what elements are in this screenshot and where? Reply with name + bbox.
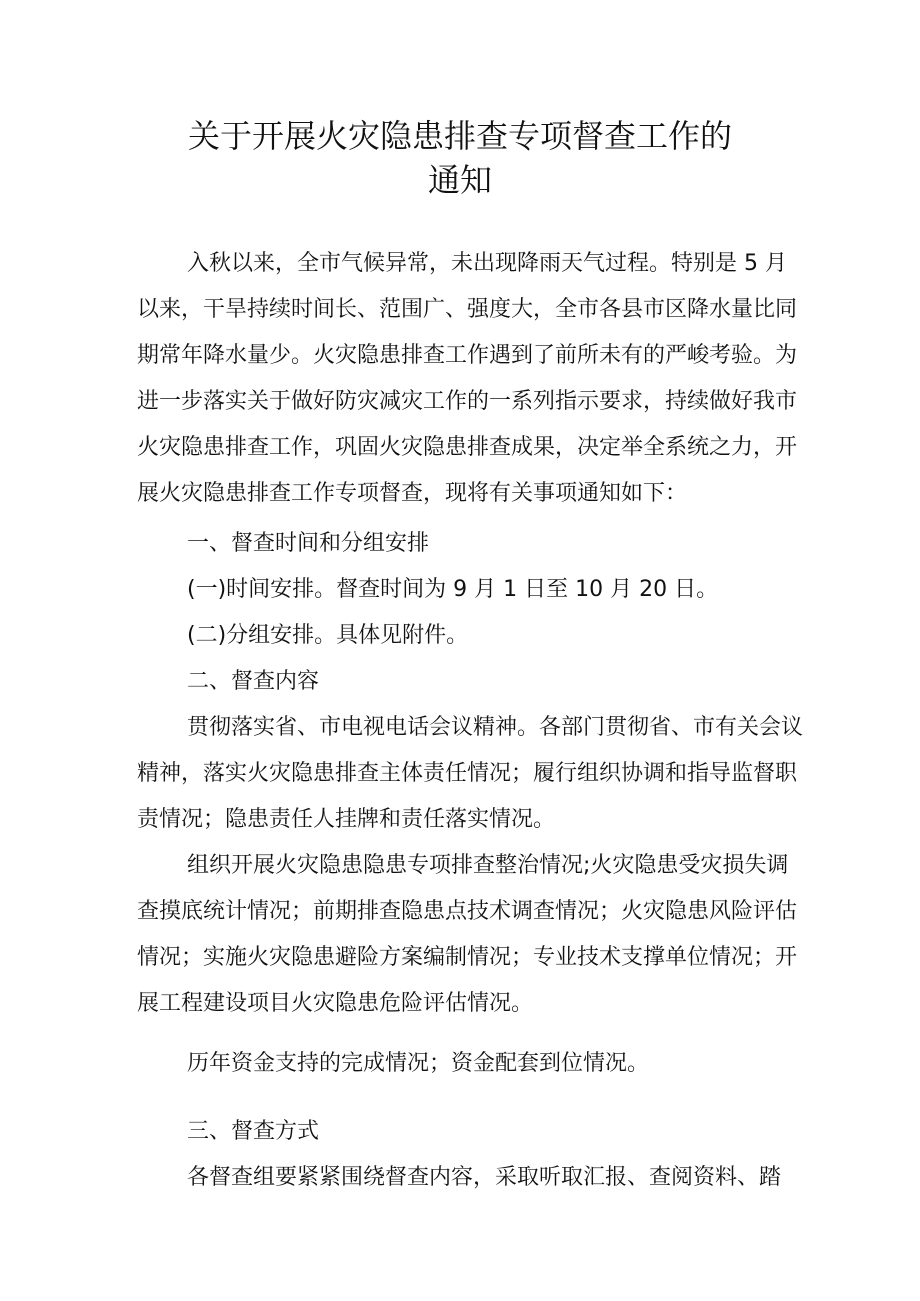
section-2-paragraph-2-line: 情况；实施火灾隐患避险方案编制情况；专业技术支撑单位情况；开 xyxy=(137,945,798,970)
document-title-line-1: 关于开展火灾隐患排查专项督查工作的 xyxy=(187,117,732,155)
document-body xyxy=(137,241,804,1201)
section-3-heading: 三、督查方式 xyxy=(187,1119,320,1144)
section-2-paragraph-2-line: 组织开展火灾隐患隐患专项排查整治情况;火灾隐患受灾损失调 xyxy=(187,853,789,878)
section-2-paragraph-1-line: 贯彻落实省、市电视电话会议精神。各部门贯彻省、市有关会议 xyxy=(187,715,804,740)
section-2-heading: 二、督查内容 xyxy=(187,669,320,694)
intro-line: 以来，干旱持续时间长、范围广、强度大，全市各县市区降水量比同 xyxy=(137,297,798,322)
section-2-paragraph-1-line: 责情况；隐患责任人挂牌和责任落实情况。 xyxy=(137,807,556,832)
section-2-paragraph-1-line: 精神，落实火灾隐患排查主体责任情况；履行组织协调和指导监督职 xyxy=(137,761,798,786)
intro-line: 期常年降水量少。火灾隐患排查工作遇到了前所未有的严峻考验。为 xyxy=(137,343,798,368)
document-title-line-2: 通知 xyxy=(427,161,492,199)
intro-line: 火灾隐患排查工作，巩固火灾隐患排查成果，决定举全系统之力，开 xyxy=(137,435,798,460)
section-1-item-1: (一)时间安排。督查时间为 9 月 1 日至 10 月 20 日。 xyxy=(187,577,719,602)
section-2-paragraph-3: 历年资金支持的完成情况；资金配套到位情况。 xyxy=(187,1051,650,1076)
intro-line: 展火灾隐患排查工作专项督查，现将有关事项通知如下： xyxy=(137,481,688,506)
section-3-paragraph-1-line: 各督查组要紧紧围绕督查内容，采取听取汇报、查阅资料、踏 xyxy=(187,1165,782,1190)
intro-line: 入秋以来，全市气候异常，未出现降雨天气过程。特别是 5 月 xyxy=(187,251,787,276)
section-3-paragraph-1 xyxy=(137,1155,787,1201)
section-1-heading: 一、督查时间和分组安排 xyxy=(187,531,430,556)
intro-line: 进一步落实关于做好防灾减灾工作的一系列指示要求，持续做好我市 xyxy=(137,389,798,414)
section-2-paragraph-1 xyxy=(137,705,804,843)
section-2-paragraph-2-line: 查摸底统计情况；前期排查隐患点技术调查情况；火灾隐患风险评估 xyxy=(137,899,798,924)
section-2-paragraph-2 xyxy=(137,843,798,1027)
intro-paragraph xyxy=(137,241,798,517)
section-1-item-2: (二)分组安排。具体见附件。 xyxy=(187,623,469,648)
section-2-paragraph-2-line: 展工程建设项目火灾隐患危险评估情况。 xyxy=(137,991,534,1016)
